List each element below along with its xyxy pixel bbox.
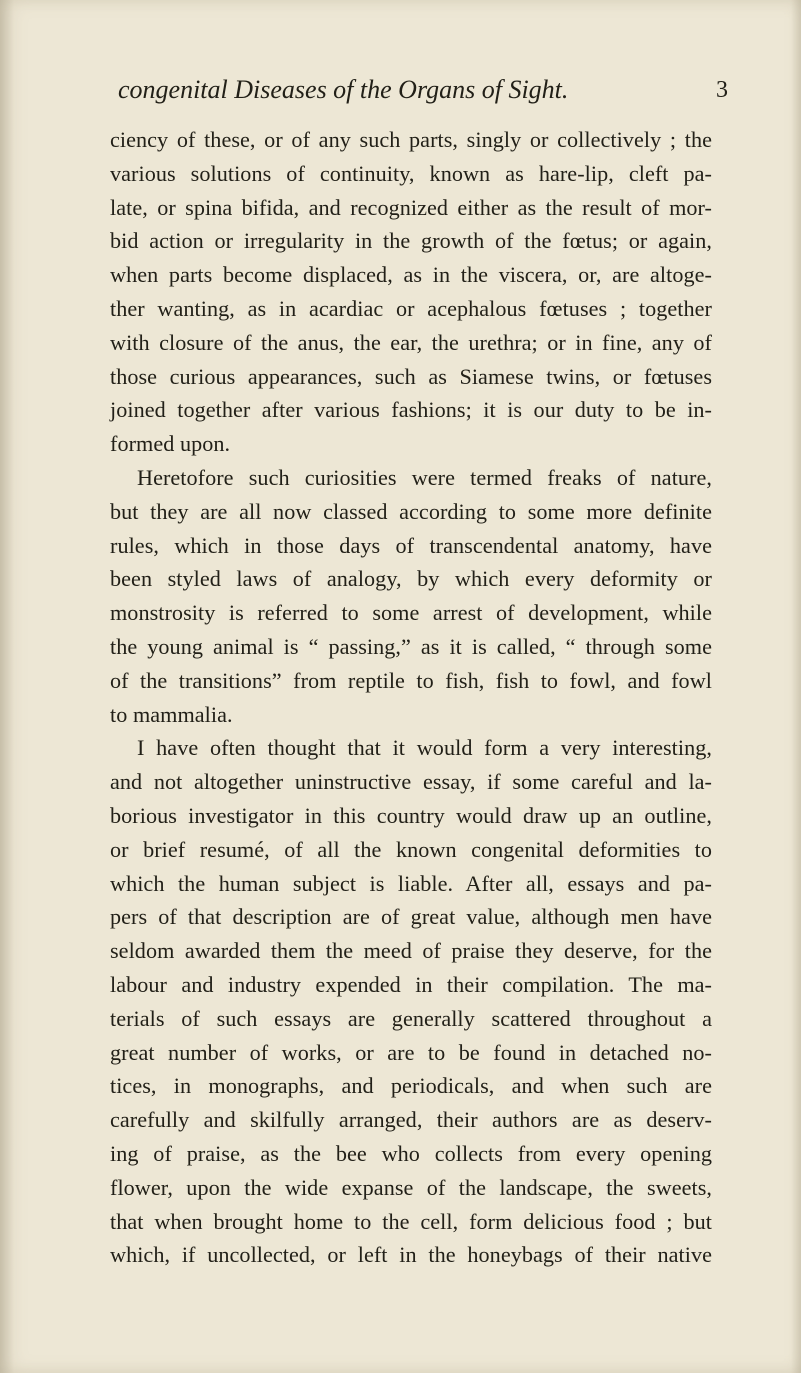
- paragraph-3: [110, 731, 712, 1272]
- text-line: which, if uncollected, or left in the honeybags of their native: [110, 1242, 712, 1268]
- text-line: various solutions of continuity, known as hare-lip, cleft pa-: [110, 160, 712, 186]
- text-line: tices, in monographs, and periodicals, and when such are: [110, 1073, 712, 1099]
- text-line: flower, upon the wide expanse of the landscape, the sweets,: [110, 1174, 712, 1200]
- text-line: late, or spina bifida, and recognized either as the result of mor-: [110, 194, 712, 220]
- text-line: terials of such essays are generally scattered throughout a: [110, 1005, 712, 1031]
- text-line: ther wanting, as in acardiac or acephalous fœtuses ; together: [110, 295, 712, 321]
- text-line: I have often thought that it would form a very interesting,: [137, 735, 712, 761]
- body-text: [110, 123, 712, 1272]
- page-shadow-right: [791, 0, 801, 1373]
- text-line: borious investigator in this country would draw up an outline,: [110, 802, 712, 828]
- text-line: ciency of these, or of any such parts, singly or collectively ; the: [110, 127, 712, 152]
- text-line: formed upon.: [110, 431, 231, 457]
- text-line: seldom awarded them the meed of praise they deserve, for the: [110, 938, 712, 964]
- text-line: bid action or irregularity in the growth of the fœtus; or again,: [110, 228, 712, 254]
- paragraph-2: [110, 461, 712, 731]
- text-line: with closure of the anus, the ear, the urethra; or in fine, any of: [110, 329, 712, 355]
- text-line: labour and industry expended in their compilation. The ma-: [110, 971, 712, 997]
- text-line: monstrosity is referred to some arrest of development, while: [110, 600, 712, 626]
- text-line: that when brought home to the cell, form delicious food ; but: [110, 1208, 712, 1234]
- text-line: those curious appearances, such as Siamese twins, or fœtuses: [110, 363, 712, 389]
- text-line: ing of praise, as the bee who collects from every opening: [110, 1140, 712, 1166]
- text-line: been styled laws of analogy, by which every deformity or: [110, 566, 712, 592]
- text-line: great number of works, or are to be found in detached no-: [110, 1039, 712, 1065]
- text-line: which the human subject is liable. After all, essays and pa-: [110, 870, 712, 896]
- text-line: carefully and skilfully arranged, their authors are as deserv-: [110, 1107, 712, 1133]
- paragraph-1: [110, 123, 712, 461]
- text-line: Heretofore such curiosities were termed freaks of nature,: [137, 464, 712, 490]
- text-line: or brief resumé, of all the known congenital deformities to: [110, 836, 712, 862]
- text-line: when parts become displaced, as in the viscera, or, are altoge-: [110, 262, 712, 288]
- running-head: congenital Diseases of the Organs of Sight.: [118, 75, 569, 104]
- text-line: to mammalia.: [110, 701, 233, 727]
- text-line: the young animal is “ passing,” as it is called, “ through some: [110, 633, 712, 659]
- page-number: 3: [716, 77, 728, 103]
- text-line: pers of that description are of great value, although men have: [110, 904, 712, 930]
- text-line: but they are all now classed according to some more definite: [110, 498, 712, 524]
- text-line: and not altogether uninstructive essay, if some careful and la-: [110, 769, 712, 795]
- page-shadow-left: [0, 0, 14, 1373]
- text-line: joined together after various fashions; it is our duty to be in-: [110, 397, 712, 423]
- text-line: rules, which in those days of transcendental anatomy, have: [110, 532, 712, 558]
- text-line: of the transitions” from reptile to fish, fish to fowl, and fowl: [110, 667, 712, 693]
